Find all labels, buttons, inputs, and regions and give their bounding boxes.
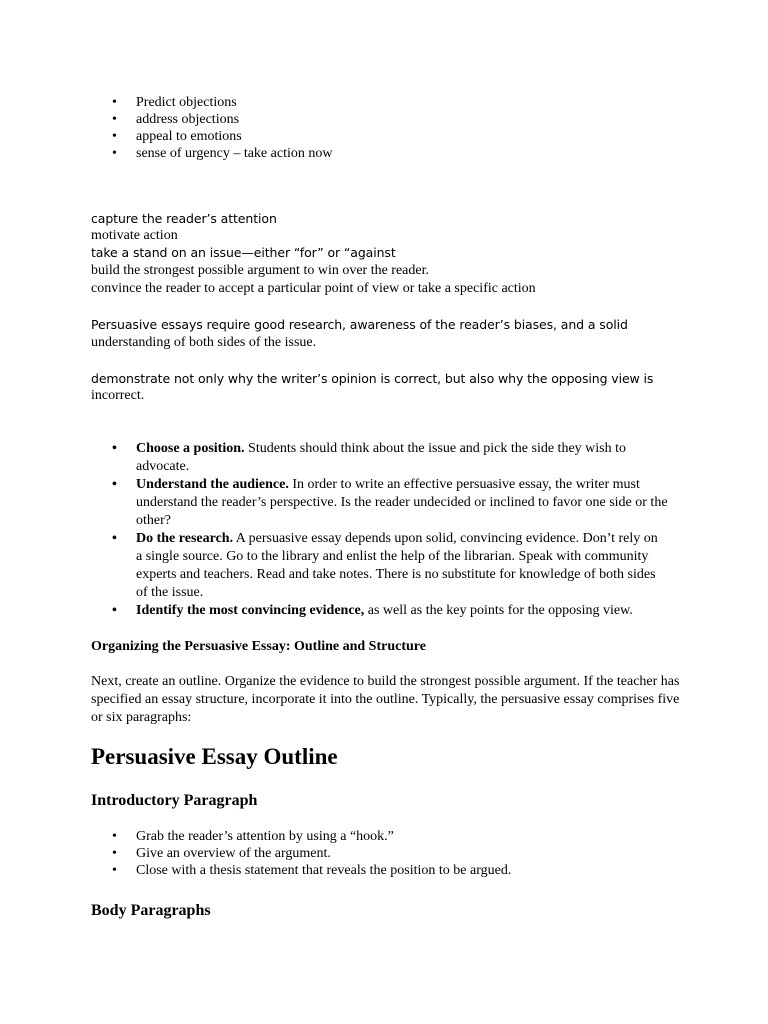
build-line: build the strongest possible argument to win over the reader. (91, 263, 430, 278)
list-item: • address objections (0, 111, 332, 128)
list-item (0, 440, 666, 476)
intro-heading: Introductory Paragraph (91, 792, 258, 809)
research-steps-list (0, 440, 700, 620)
step-title: Identify the most convincing evidence, (136, 603, 365, 618)
list-item (0, 530, 666, 602)
step-text: as well as the key points for the opposing view. (364, 603, 633, 618)
research-line-1: Persuasive essays require good research, awareness of the reader’s biases, and a solid (91, 317, 628, 332)
capture-line: capture the reader’s attention (91, 211, 277, 226)
list-item: • Close with a thesis statement that reveals the position to be argued. (0, 862, 511, 879)
list-item: • Grab the reader’s attention by using a “hook.” (0, 828, 511, 845)
stand-line: take a stand on an issue—either “for” or “against (91, 245, 396, 260)
list-item (0, 476, 681, 530)
organizing-heading: Organizing the Persuasive Essay: Outline and Structure (91, 639, 426, 654)
motivate-line: motivate action (91, 228, 178, 243)
research-line-2: understanding of both sides of the issue. (91, 335, 317, 350)
step-text: A persuasive essay depends upon solid, convincing evidence. Don’t rely on a single source. Go to the library and enlist the help of the librarian. Speak with community experts and teachers. Read and take notes. There is no substitute for knowledge of both sides of the issue. (136, 531, 658, 600)
list-item: • appeal to emotions (0, 128, 332, 145)
list-item (0, 602, 696, 620)
step-text: Students should think about the issue and pick the side they wish to advocate. (136, 441, 626, 474)
intro-bullet-list (0, 828, 511, 879)
step-title: Choose a position. (136, 441, 245, 456)
outline-paragraph: Next, create an outline. Organize the evidence to build the strongest possible argument. If the teacher has specified an essay structure, incorporate it into the outline. Typically, the persuasive essay comprises five or six paragraphs: (91, 674, 680, 725)
outline-title: Persuasive Essay Outline (91, 744, 338, 769)
list-item: • Predict objections (0, 94, 332, 111)
demonstrate-line-1: demonstrate not only why the writer’s opinion is correct, but also why the opposing view is (91, 371, 654, 386)
list-item: • Give an overview of the argument. (0, 845, 511, 862)
list-item: • sense of urgency – take action now (0, 145, 332, 162)
step-text: In order to write an effective persuasive essay, the writer must understand the reader’s perspective. Is the reader undecided or inclined to favor one side or the other? (136, 477, 668, 528)
objection-bullet-list (0, 94, 332, 162)
convince-line: convince the reader to accept a particular point of view or take a specific action (91, 281, 536, 296)
demonstrate-line-2: incorrect. (91, 388, 145, 403)
step-title: Do the research. (136, 531, 234, 546)
body-heading: Body Paragraphs (91, 902, 211, 919)
step-title: Understand the audience. (136, 477, 289, 492)
